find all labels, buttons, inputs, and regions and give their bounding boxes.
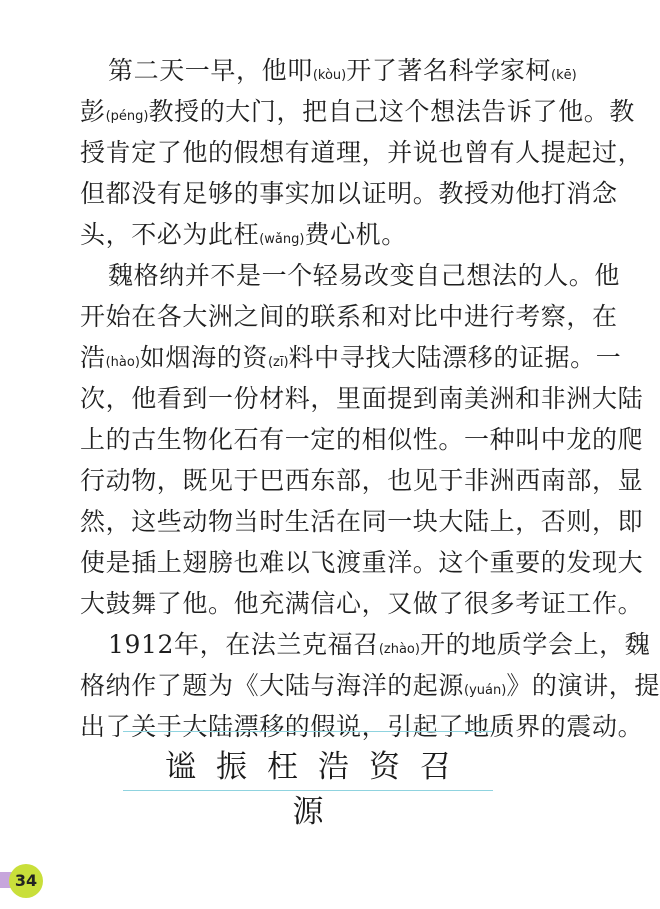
text-line: 第二天一早，他叩(kòu)开了著名科学家柯(kē) bbox=[108, 56, 577, 85]
text-line: 彭(péng)教授的大门，把自己这个想法告诉了他。教 bbox=[80, 97, 635, 126]
text-line: 使是插上翅膀也难以飞渡重洋。这个重要的发现大 bbox=[80, 548, 644, 577]
page-number: 34 bbox=[9, 864, 43, 898]
text-line: 浩(hào)如烟海的资(zī)料中寻找大陆漂移的证据。一 bbox=[80, 343, 622, 372]
text-line: 然，这些动物当时生活在同一块大陆上，否则，即 bbox=[80, 507, 644, 536]
pinyin: (péng) bbox=[105, 109, 149, 124]
pinyin: (kòu) bbox=[312, 68, 347, 83]
new-characters: 谧振枉浩资召源 bbox=[165, 749, 471, 830]
new-characters-box bbox=[123, 731, 493, 830]
pinyin: (hào) bbox=[105, 355, 140, 370]
lesson-text bbox=[80, 50, 660, 747]
pinyin: (kē) bbox=[551, 68, 577, 83]
text-line: 上的古生物化石有一定的相似性。一种叫中龙的爬 bbox=[80, 425, 644, 454]
text-line: 授肯定了他的假想有道理，并说也曾有人提起过， bbox=[80, 138, 644, 167]
pinyin: (zhào) bbox=[378, 642, 420, 657]
text-line: 出了关于大陆漂移的假说，引起了地质界的震动。 bbox=[80, 712, 644, 741]
text-line: 格纳作了题为《大陆与海洋的起源(yuán)》的演讲，提 bbox=[80, 671, 660, 700]
text-line: 次，他看到一份材料，里面提到南美洲和非洲大陆 bbox=[80, 384, 644, 413]
text-line: 头，不必为此枉(wǎng)费心机。 bbox=[80, 220, 407, 249]
text-line: 行动物，既见于巴西东部，也见于非洲西南部，显 bbox=[80, 466, 644, 495]
text-line: 1912年，在法兰克福召(zhào)开的地质学会上，魏 bbox=[108, 630, 651, 659]
pinyin: (wǎng) bbox=[259, 232, 305, 247]
pinyin: (yuán) bbox=[464, 683, 507, 698]
pinyin: (zī) bbox=[267, 355, 289, 370]
text-line: 大鼓舞了他。他充满信心，又做了很多考证工作。 bbox=[80, 589, 644, 618]
text-line: 开始在各大洲之间的联系和对比中进行考察，在 bbox=[80, 302, 618, 331]
text-line: 但都没有足够的事实加以证明。教授劝他打消念 bbox=[80, 179, 618, 208]
text-line: 魏格纳并不是一个轻易改变自己想法的人。他 bbox=[108, 261, 621, 290]
